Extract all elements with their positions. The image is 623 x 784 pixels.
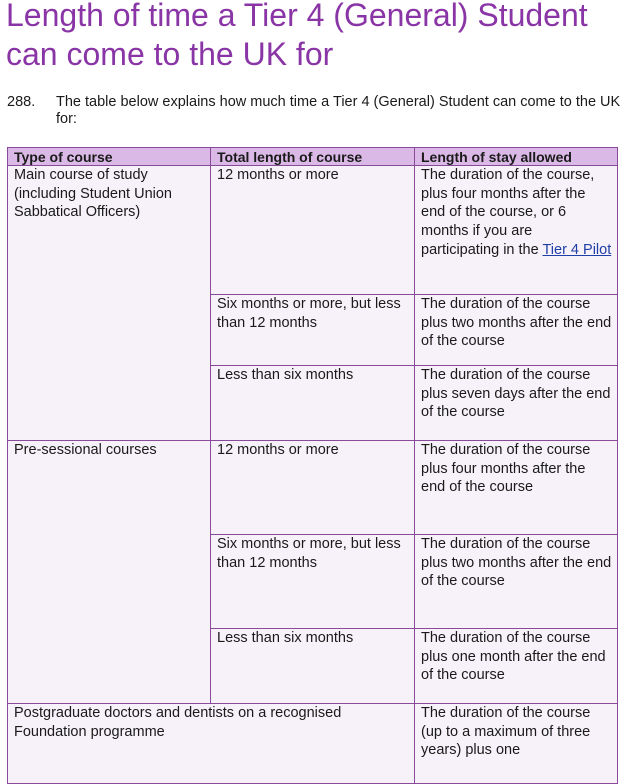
page-title: Length of time a Tier 4 (General) Student can come to the UK for xyxy=(6,0,588,72)
header-total-length: Total length of course xyxy=(211,148,415,166)
course-type-postgraduate: Postgraduate doctors and dentists on a recognised Foundation programme xyxy=(8,704,415,784)
header-type-of-course: Type of course xyxy=(8,148,211,166)
stay-allowed-cell: The duration of the course plus two months after the end of the course xyxy=(415,295,618,366)
table-row xyxy=(8,166,618,295)
course-length-cell: Six months or more, but less than 12 months xyxy=(211,535,415,629)
course-length-cell: Six months or more, but less than 12 months xyxy=(211,295,415,366)
stay-allowed-cell: The duration of the course plus one month after the end of the course xyxy=(415,629,618,704)
course-length-table xyxy=(7,147,618,784)
stay-allowed-cell: The duration of the course plus four months after the end of the course xyxy=(415,441,618,535)
stay-allowed-cell xyxy=(415,166,618,295)
table-row xyxy=(8,704,618,784)
paragraph-number: 288. xyxy=(7,94,36,110)
course-length-cell: 12 months or more xyxy=(211,166,415,295)
paragraph-text: The table below explains how much time a Tier 4 (General) Student can come to the UK for: xyxy=(56,94,621,127)
course-type-main: Main course of study (including Student Union Sabbatical Officers) xyxy=(8,166,211,441)
course-length-cell: Less than six months xyxy=(211,629,415,704)
stay-allowed-cell: The duration of the course plus seven days after the end of the course xyxy=(415,366,618,441)
table-header-row xyxy=(8,148,618,166)
stay-allowed-cell: The duration of the course (up to a maximum of three years) plus one xyxy=(415,704,618,784)
course-type-pre-sessional: Pre-sessional courses xyxy=(8,441,211,704)
course-length-cell: Less than six months xyxy=(211,366,415,441)
stay-allowed-text: The duration of the course, plus four months after the end of the course, or 6 months if you are participating in the xyxy=(421,167,595,258)
stay-allowed-cell: The duration of the course plus two months after the end of the course xyxy=(415,535,618,629)
course-length-cell: 12 months or more xyxy=(211,441,415,535)
table-row xyxy=(8,441,618,535)
header-length-of-stay: Length of stay allowed xyxy=(415,148,618,166)
tier4-pilot-link[interactable]: Tier 4 Pilot xyxy=(542,241,612,258)
